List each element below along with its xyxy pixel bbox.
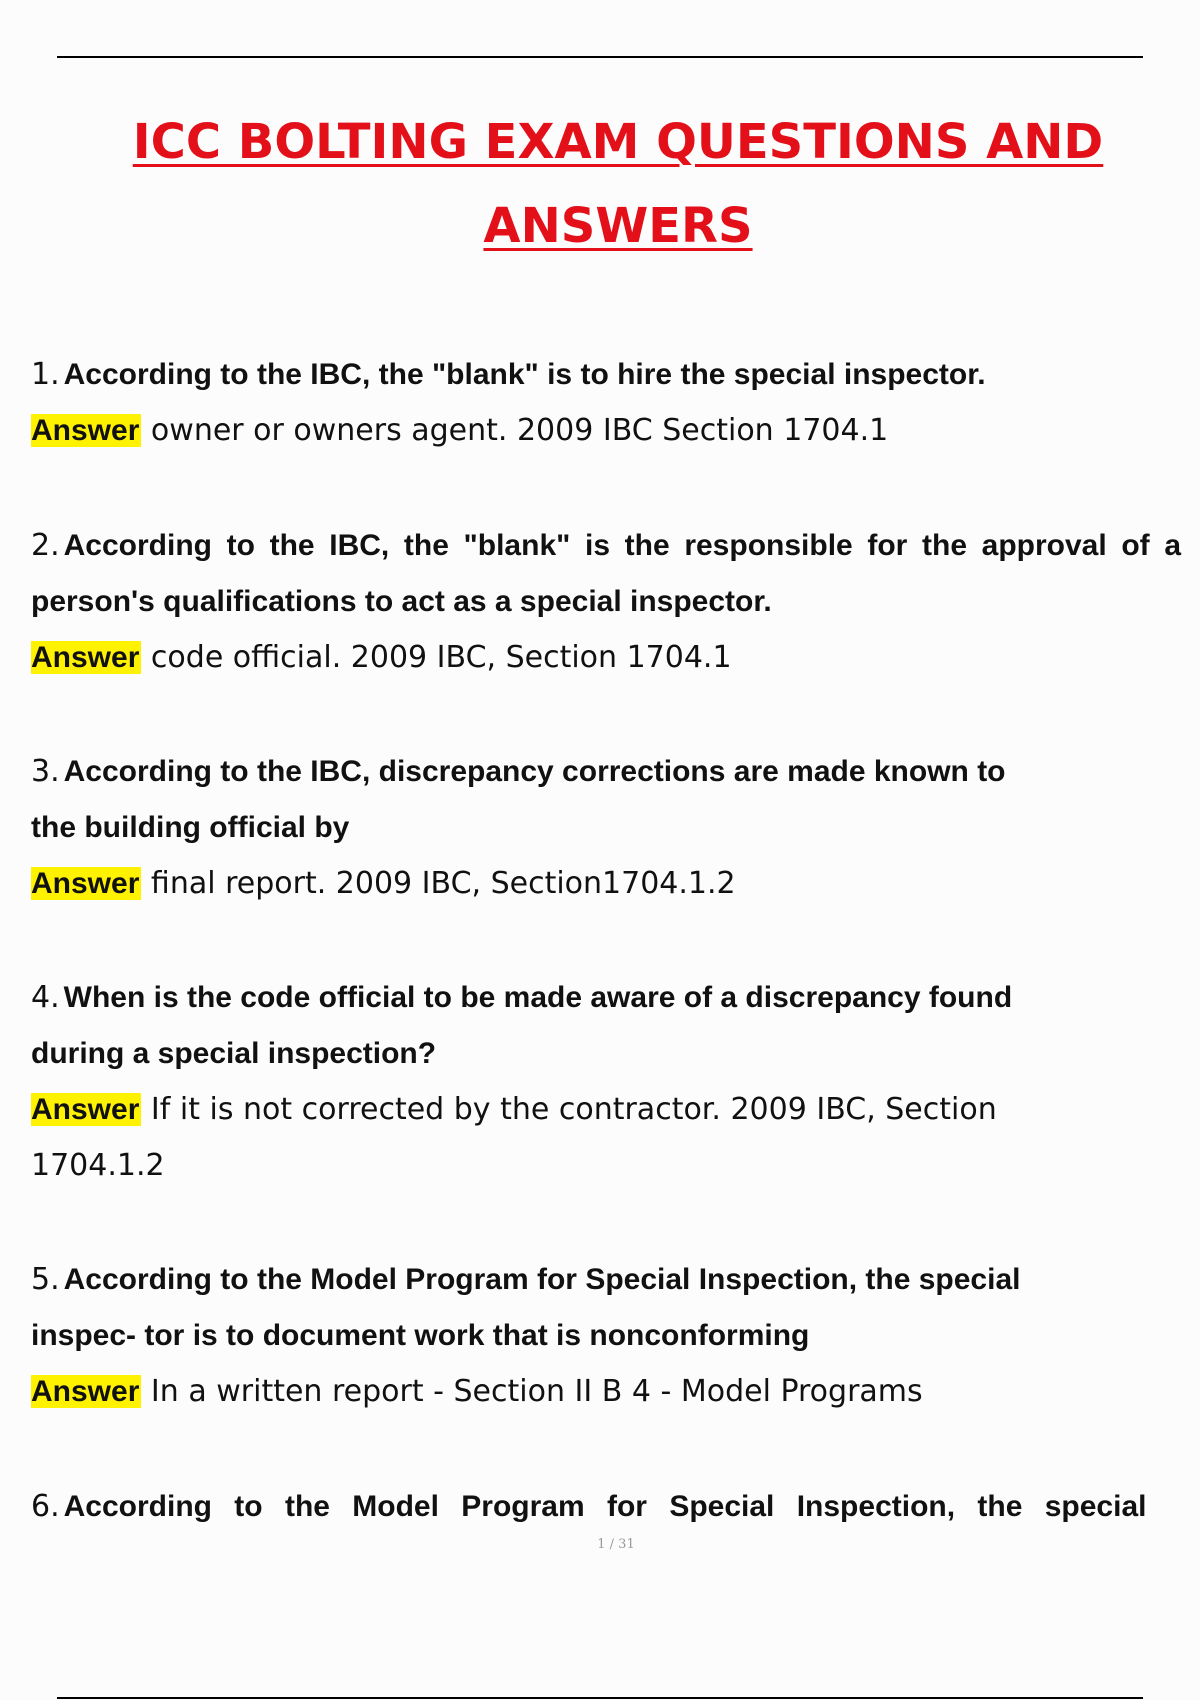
question-number: 6. <box>31 1489 60 1524</box>
question-number: 4. <box>31 980 60 1015</box>
answer-text: code official. 2009 IBC, Section 1704.1 <box>150 640 732 675</box>
qa-item-5 <box>31 1252 1171 1420</box>
answer-5 <box>31 1364 1171 1420</box>
answer-text: final report. 2009 IBC, Section1704.1.2 <box>150 866 736 901</box>
question-number: 2. <box>31 528 60 563</box>
answer-tag: Answer <box>31 1093 140 1126</box>
question-3 <box>31 744 1171 856</box>
answer-3 <box>31 856 1171 912</box>
answer-text: If it is not corrected by the contractor. 2009 IBC, Section 1704.1.2 <box>31 1092 997 1183</box>
qa-item-4 <box>31 970 1111 1194</box>
question-text-line-2: during a special inspection? <box>31 1037 437 1070</box>
document-title <box>0 100 1200 268</box>
title-line-2: ANSWERS <box>483 198 753 254</box>
question-text: According to the IBC, the "blank" is the responsible for the approval of a person's qualifications to act as a special inspector. <box>31 529 1181 618</box>
qa-item-2 <box>31 518 1181 686</box>
question-2 <box>31 518 1181 630</box>
answer-1 <box>31 403 1171 459</box>
answer-tag: Answer <box>31 414 140 447</box>
question-text-line-1: According to the IBC, discrepancy corrections are made known to <box>63 755 1006 788</box>
answer-tag: Answer <box>31 867 140 900</box>
question-text-line-2: inspec- tor is to document work that is nonconforming <box>31 1319 810 1352</box>
qa-item-1 <box>31 347 1171 459</box>
bottom-divider <box>57 1697 1143 1699</box>
question-text-line-1: According to the Model Program for Special Inspection, the special <box>63 1263 1021 1296</box>
question-6 <box>31 1479 1200 1535</box>
question-text-line-2: the building official by <box>31 811 350 844</box>
question-1 <box>31 347 1171 403</box>
qa-item-6 <box>31 1479 1200 1535</box>
answer-text: owner or owners agent. 2009 IBC Section 1704.1 <box>150 413 889 448</box>
question-number: 5. <box>31 1262 60 1297</box>
question-4 <box>31 970 1111 1082</box>
qa-item-3 <box>31 744 1171 912</box>
answer-tag: Answer <box>31 1375 140 1408</box>
question-text-line-1: When is the code official to be made aware of a discrepancy found <box>63 981 1013 1014</box>
answer-text: In a written report - Section II B 4 - Model Programs <box>150 1374 923 1409</box>
question-text: According to the Model Program for Special Inspection, the special <box>63 1490 1147 1523</box>
answer-4 <box>31 1082 1111 1194</box>
answer-2 <box>31 630 1181 686</box>
question-number: 3. <box>31 754 60 789</box>
question-text: According to the IBC, the "blank" is to hire the special inspector. <box>63 358 986 391</box>
question-5 <box>31 1252 1171 1364</box>
top-divider <box>57 56 1143 58</box>
title-line-1: ICC BOLTING EXAM QUESTIONS AND <box>132 114 1104 170</box>
question-number: 1. <box>31 357 60 392</box>
answer-tag: Answer <box>31 641 140 674</box>
page-indicator: 1 / 31 <box>597 1537 635 1552</box>
